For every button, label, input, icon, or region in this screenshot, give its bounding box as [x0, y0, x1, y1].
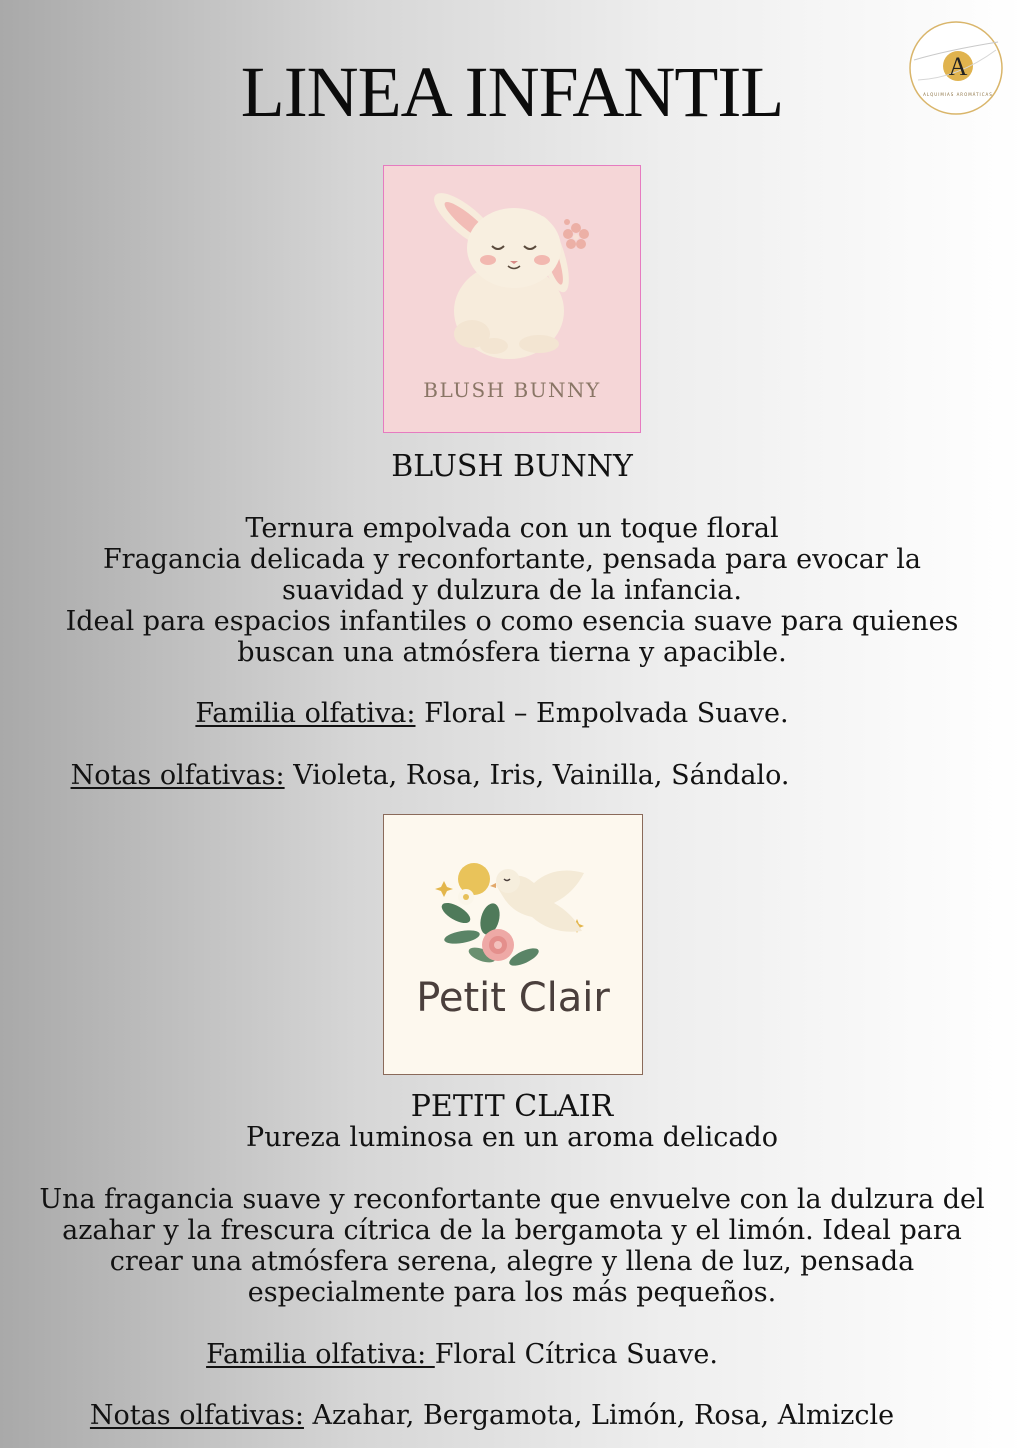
logo-emblem-icon	[908, 20, 1004, 116]
product-tagline: Pureza luminosa en un aroma delicado	[246, 1122, 778, 1153]
olfactory-family	[0, 1339, 974, 1370]
brand-logo	[908, 20, 1004, 116]
notes-label: Notas olfativas:	[89, 1400, 304, 1431]
olfactory-notes	[0, 760, 942, 791]
notes-value: Azahar, Bergamota, Limón, Rosa, Almizcle	[303, 1400, 895, 1431]
product-description-line: Fragancia delicada y reconfortante, pensada para evocar la	[102, 544, 922, 575]
notes-label: Notas olfativas:	[70, 760, 285, 791]
product-description-line: azahar y la frescura cítrica de la bergamota y el limón. Ideal para	[62, 1215, 962, 1246]
notes-value: Violeta, Rosa, Iris, Vainilla, Sándalo.	[284, 760, 790, 791]
logo-letter: A	[948, 52, 968, 81]
product-description-line: buscan una atmósfera tierna y apacible.	[237, 637, 787, 668]
product-description-line: suavidad y dulzura de la infancia.	[282, 575, 742, 606]
olfactory-family	[0, 698, 1004, 729]
family-label: Familia olfativa:	[195, 698, 416, 729]
dove-flower-illustration-icon	[384, 815, 644, 1076]
product-description-line: especialmente para los más pequeños.	[247, 1277, 777, 1308]
olfactory-notes	[0, 1400, 1004, 1431]
product-description-line: crear una atmósfera serena, alegre y llena de luz, pensada	[109, 1246, 915, 1277]
logo-caption: ALQUIMIAS AROMÁTICAS	[923, 92, 993, 97]
product-name: BLUSH BUNNY	[391, 449, 633, 484]
product-description-line: Ideal para espacios infantiles o como esencia suave para quienes	[65, 606, 959, 637]
product-image-petit-clair	[383, 814, 643, 1075]
page-title: LINEA INFANTIL	[240, 52, 784, 132]
product-image-label: BLUSH BUNNY	[423, 378, 601, 402]
product-description-line: Una fragancia suave y reconfortante que envuelve con la dulzura del	[39, 1184, 985, 1215]
product-tagline: Ternura empolvada con un toque floral	[245, 513, 779, 544]
family-value: Floral Cítrica Suave.	[434, 1339, 718, 1370]
product-image-blush-bunny	[383, 165, 641, 433]
family-value: Floral – Empolvada Suave.	[415, 698, 789, 729]
product-image-label: Petit Clair	[416, 975, 610, 1021]
family-label: Familia olfativa:	[206, 1339, 435, 1370]
product-name: PETIT CLAIR	[410, 1089, 614, 1124]
